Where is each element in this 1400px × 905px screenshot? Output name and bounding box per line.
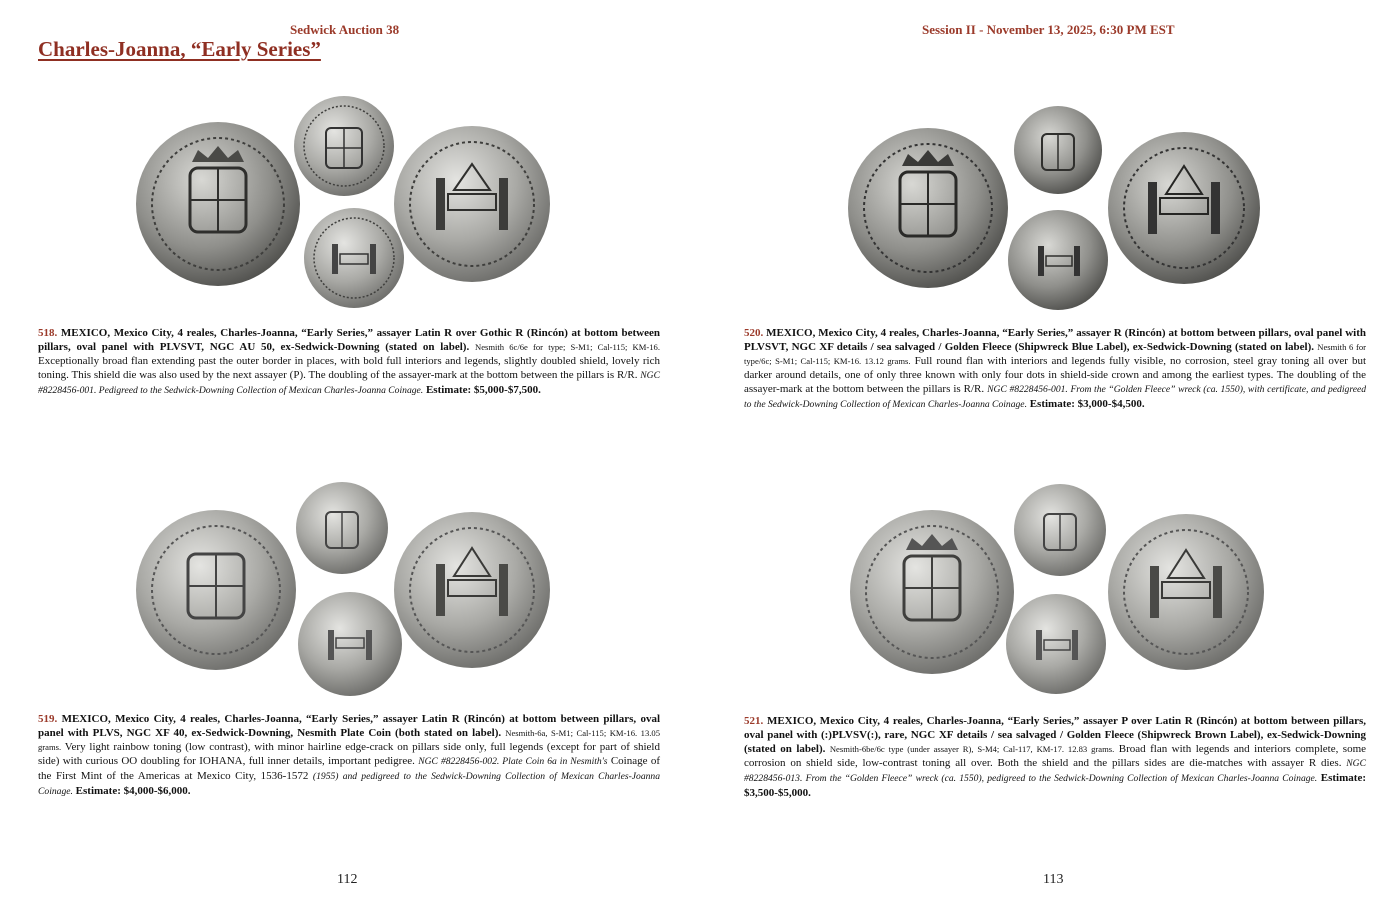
lot-condition-notes: Very light rainbow toning (low contrast), with minor hairline edge-crack on pillars side only, full legends (except for part of shield side) with curious OO doubling for IOHANA, full inner details, important pedigree. [38,741,660,767]
page-number-left: 112 [337,872,358,887]
running-head-right: Session II - November 13, 2025, 6:30 PM EST [922,22,1175,37]
coin-shield-side-small [1014,484,1106,576]
lot-number: 518. [38,327,58,339]
lot-518-description [38,326,660,398]
lot-520-coin-photos [848,104,1268,310]
lot-references: Nesmith-6be/6c type (under assayer R), S-M4; Cal-117, KM-17. 12.83 grams. [829,744,1115,754]
running-head-left: Sedwick Auction 38 [290,22,400,37]
lot-521-coin-photos [850,484,1270,698]
lot-519-description [38,712,660,799]
coin-shield-side-small [294,96,394,196]
lot-provenance: NGC #8228456-013. From the “Golden Fleece” wreck (ca. 1550), pedigreed to the Sedwick-Downing Collection of Mexican Charles-Joanna Coinage. [744,758,1367,784]
coin-pillars-side-small [1006,594,1106,694]
coin-pillars-side-small [298,592,402,696]
lot-headline: MEXICO, Mexico City, 4 reales, Charles-Joanna, “Early Series,” assayer P over Latin R (Rincón) at bottom between pillars, oval panel with (:)PLVSV(:), rare, NGC XF details / sea salvaged / Golden Fleece (Shipwreck Brown Label), ex-Sedwick-Downing (stated on label). [744,715,1366,755]
lot-estimate: Estimate: $4,000-$6,000. [75,785,191,797]
lot-521-description [744,714,1366,800]
lot-condition-notes: Exceptionally broad flan extending past the outer border in places, with bold full interiors and legends, slightly doubled shield, lovely rich toning. This shield die was also used by the next assayer (P). The doubling of the assayer-mark at the bottom between the pillars is R/R. [38,355,660,381]
lot-book-title: Coinage of the First Mint of the Americas at Mexico City, 1536-1572 [38,755,661,782]
coin-pillars-side-small [304,208,404,308]
lot-number: 519. [38,713,58,725]
lot-references: Nesmith 6 for type/6c; S-M1; Cal-115; KM-16. 13.12 grams. [744,342,1366,366]
coin-pillars-side-large [1108,514,1264,670]
coin-shield-side-small [1014,106,1102,194]
lot-pedigree: (1955) and pedigreed to the Sedwick-Downing Collection of Mexican Charles-Joanna Coinage. [38,771,661,797]
lot-provenance: NGC #8228456-001. From the “Golden Fleece” wreck (ca. 1550), with certificate, and pedigreed to the Sedwick-Downing Collection of Mexican Charles-Joanna Coinage. [744,384,1367,410]
lot-condition-notes: Full round flan with interiors and legends fully visible, no corrosion, steel gray toning all over but darker around details, one of only three known with only four dots in shield-side crown and among the earliest types. The doubling of the assayer-mark at the bottom between the pillars is R/R. [744,355,1366,395]
lot-518-coin-photos [136,94,556,314]
lot-headline: MEXICO, Mexico City, 4 reales, Charles-Joanna, “Early Series,” assayer R (Rincón) at bottom between pillars, oval panel with PLVSVT, NGC XF details / sea salvaged / Golden Fleece (Shipwreck Blue Label), ex-Sedwick-Downing (stated on label). [744,327,1366,353]
lot-references: Nesmith 6c/6e for type; S-M1; Cal-115; KM-16. [474,342,661,352]
lot-headline: MEXICO, Mexico City, 4 reales, Charles-Joanna, “Early Series,” assayer Latin R (Rincón) at bottom between pillars, oval panel with PLVS, NGC XF 40, ex-Sedwick-Downing, Nesmith Plate Coin (both stated on label). [38,713,661,739]
coin-shield-side-large [136,510,296,670]
right-page [700,0,1400,905]
section-title: Charles-Joanna, “Early Series” [38,37,321,61]
lot-520-description [744,326,1366,412]
coin-shield-side-large [848,128,1008,288]
lot-estimate: Estimate: $5,000-$7,500. [425,384,541,396]
coin-pillars-side-small [1008,210,1108,310]
coin-shield-side-large [850,510,1014,674]
lot-references: Nesmith-6a, S-M1; Cal-115; KM-16. 13.05 grams. [38,728,661,752]
lot-number: 520. [744,327,764,339]
coin-pillars-side-large [1108,132,1260,284]
lot-condition-notes: Broad flan with legends and interiors complete, some corrosion on shield side, low-contrast toning all over. Both the shield and the pillars sides are die-matches with assayer R dies. [744,743,1367,769]
lot-519-coin-photos [136,482,556,698]
coin-pillars-side-large [394,126,550,282]
page-number-right: 113 [1043,872,1064,887]
lot-provenance: NGC #8228456-002. Plate Coin 6a in Nesmith's [418,756,608,767]
lot-provenance: NGC #8228456-001. Pedigreed to the Sedwick-Downing Collection of Mexican Charles-Joanna Coinage. [38,370,661,396]
lot-headline: MEXICO, Mexico City, 4 reales, Charles-Joanna, “Early Series,” assayer Latin R over Gothic R (Rincón) at bottom between pillars, oval panel with PLVSVT, NGC AU 50, ex-Sedwick-Downing (stated on label). [38,327,660,353]
coin-shield-side-small [296,482,388,574]
lot-estimate: Estimate: $3,500-$5,000. [744,772,1366,799]
lot-estimate: Estimate: $3,000-$4,500. [1029,398,1145,410]
coin-pillars-side-large [394,512,550,668]
coin-shield-side-large [136,122,300,286]
lot-number: 521. [744,715,764,727]
